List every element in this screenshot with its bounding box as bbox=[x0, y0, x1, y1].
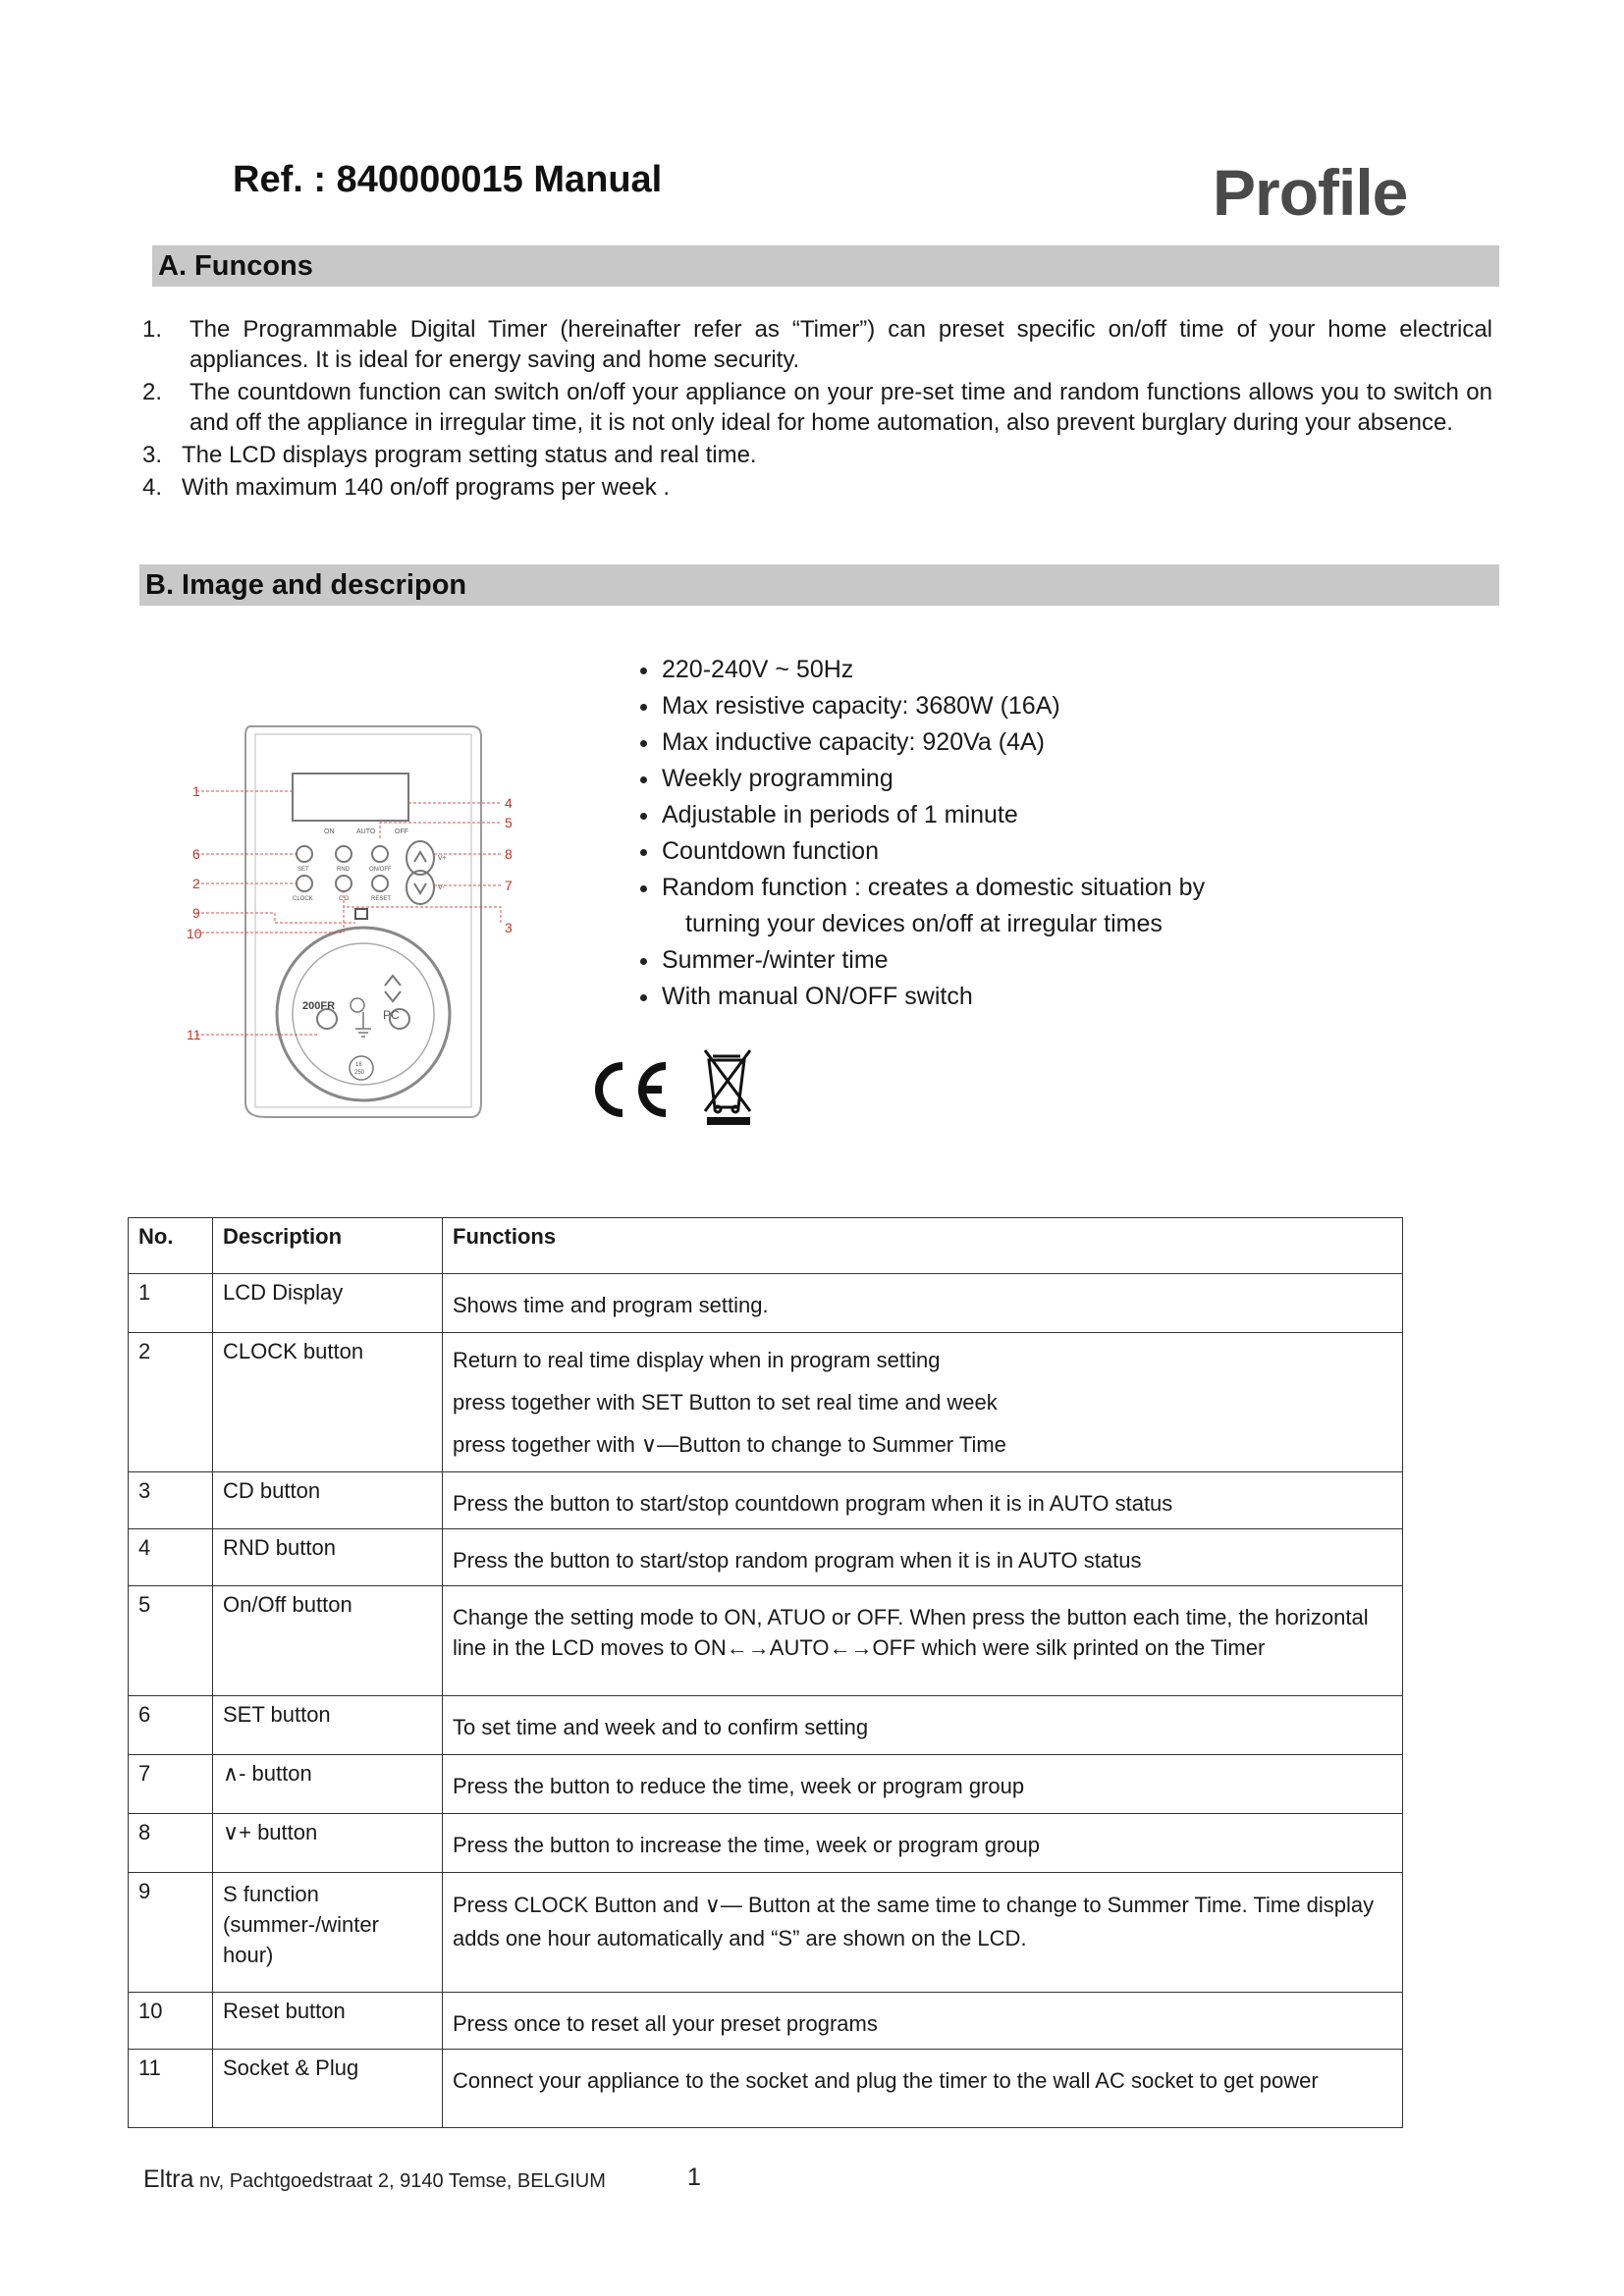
item-number: 3. bbox=[142, 442, 163, 468]
clock-label: CLOCK bbox=[293, 896, 313, 902]
cell-no: 8 bbox=[129, 1814, 213, 1873]
recycle-icon bbox=[385, 976, 401, 1001]
fn-line: Press once to reset all your preset programs bbox=[453, 2011, 878, 2036]
cell-desc: On/Off button bbox=[213, 1586, 443, 1696]
brand-logo: Profile bbox=[1213, 156, 1408, 229]
lcd-label-on: ON bbox=[324, 828, 335, 835]
rnd-button bbox=[336, 846, 352, 862]
socket-hole-left bbox=[317, 1009, 337, 1029]
footer-brand: Eltra bbox=[143, 2165, 194, 2193]
cell-no: 11 bbox=[129, 2050, 213, 2128]
list-item bbox=[142, 472, 1492, 503]
callout-9: 9 bbox=[192, 905, 200, 921]
ce-mark-icon bbox=[599, 1066, 666, 1113]
footer-address-text: nv, Pachtgoedstraat 2, 9140 Temse, BELGIUM bbox=[193, 2170, 606, 2192]
cell-fn bbox=[443, 2050, 1403, 2128]
fn-line: Change the setting mode to ON, ATUO or OFF. When press the button each time, the horizontal line in the LCD moves to ON←→AUTO←→OFF which were silk printed on the Timer bbox=[453, 1605, 1369, 1660]
rating-voltage-text: 250 bbox=[354, 1070, 365, 1076]
item-text: The LCD displays program setting status and real time. bbox=[182, 442, 757, 468]
item-number: 4. bbox=[142, 474, 163, 501]
cell-no: 9 bbox=[129, 1873, 213, 1993]
callout-3: 3 bbox=[505, 920, 513, 935]
table-header-row bbox=[129, 1218, 1403, 1274]
set-button bbox=[297, 846, 312, 862]
cell-no: 6 bbox=[129, 1696, 213, 1755]
section-b-heading: B. Image and descripon bbox=[139, 564, 1499, 606]
rnd-label: RND bbox=[337, 867, 350, 873]
list-item bbox=[142, 377, 1492, 438]
callout-6: 6 bbox=[192, 846, 200, 862]
cell-fn bbox=[443, 1755, 1403, 1814]
pc-text: PC bbox=[383, 1008, 400, 1022]
vplus-label: V+ bbox=[438, 855, 447, 862]
cell-no: 10 bbox=[129, 1993, 213, 2050]
cell-no: 7 bbox=[129, 1755, 213, 1814]
up-arrow-icon bbox=[414, 852, 426, 862]
callout-line-9 bbox=[196, 913, 355, 923]
cell-fn bbox=[443, 1586, 1403, 1696]
down-arrow-icon bbox=[414, 883, 426, 893]
col-header-no: No. bbox=[129, 1218, 213, 1274]
vminus-label: V- bbox=[438, 884, 445, 891]
item-number: 1. bbox=[142, 316, 163, 343]
section-a-heading: A. Funcons bbox=[152, 245, 1499, 287]
item-number: 2. bbox=[142, 379, 163, 405]
lcd-display bbox=[293, 774, 408, 821]
table-row bbox=[129, 1529, 1403, 1586]
table-row bbox=[129, 1696, 1403, 1755]
socket-indicator bbox=[351, 998, 364, 1012]
footer-address bbox=[143, 2165, 606, 2194]
page-number: 1 bbox=[687, 2163, 701, 2191]
reset-button bbox=[372, 876, 388, 891]
callout-7: 7 bbox=[505, 878, 513, 893]
functions-list bbox=[142, 314, 1492, 505]
onoff-label: ON/OFF bbox=[369, 867, 392, 873]
table-row bbox=[129, 1993, 1403, 2050]
down-button bbox=[406, 871, 434, 904]
cell-fn bbox=[443, 1274, 1403, 1333]
cell-desc: CLOCK button bbox=[213, 1333, 443, 1472]
cell-desc: CD button bbox=[213, 1472, 443, 1529]
list-item: Adjustable in periods of 1 minute bbox=[636, 797, 1205, 833]
cell-desc: Socket & Plug bbox=[213, 2050, 443, 2128]
cell-fn bbox=[443, 1529, 1403, 1586]
reset-label: RESET bbox=[371, 896, 392, 902]
list-item: Max resistive capacity: 3680W (16A) bbox=[636, 688, 1205, 724]
item-text: With maximum 140 on/off programs per week . bbox=[182, 474, 671, 501]
fn-line: Shows time and program setting. bbox=[453, 1293, 769, 1317]
col-header-functions: Functions bbox=[443, 1218, 1403, 1274]
clock-button bbox=[297, 876, 312, 891]
device-inner-outline bbox=[255, 734, 471, 1107]
timer-device-illustration bbox=[177, 715, 540, 1125]
cell-no: 5 bbox=[129, 1586, 213, 1696]
fn-line: press together with ∨—Button to change to Summer Time bbox=[453, 1432, 1006, 1457]
cd-label: C.D bbox=[339, 896, 350, 902]
page-title: Ref. : 840000015 Manual bbox=[233, 159, 663, 200]
cell-fn bbox=[443, 1814, 1403, 1873]
set-label: SET bbox=[298, 867, 309, 873]
cell-fn bbox=[443, 1333, 1403, 1472]
list-item: With manual ON/OFF switch bbox=[636, 979, 1205, 1015]
callout-line-10 bbox=[196, 891, 344, 933]
fn-line: Connect your appliance to the socket and plug the timer to the wall AC socket to get power bbox=[453, 2068, 1319, 2093]
table-row bbox=[129, 1814, 1403, 1873]
fn-line: To set time and week and to confirm setting bbox=[453, 1715, 869, 1739]
fn-line: Press CLOCK Button and ∨— Button at the same time to change to Summer Time. Time display adds one hour automatically and “S” are shown on the LCD. bbox=[453, 1893, 1375, 1950]
fn-line: Press the button to start/stop countdown program when it is in AUTO status bbox=[453, 1491, 1173, 1516]
cell-desc: SET button bbox=[213, 1696, 443, 1755]
device-body bbox=[245, 726, 481, 1117]
cell-fn bbox=[443, 1873, 1403, 1993]
rating-badge bbox=[350, 1056, 373, 1080]
list-item bbox=[142, 314, 1492, 375]
list-item: Countdown function bbox=[636, 833, 1205, 870]
fn-line: press together with SET Button to set real time and week bbox=[453, 1390, 998, 1415]
list-item: Summer-/winter time bbox=[636, 942, 1205, 979]
list-item-continuation: turning your devices on/off at irregular times bbox=[685, 910, 1163, 937]
lcd-label-auto: AUTO bbox=[356, 828, 376, 835]
callout-2: 2 bbox=[192, 876, 200, 891]
list-item: Weekly programming bbox=[636, 761, 1205, 797]
weee-bar bbox=[707, 1117, 750, 1125]
weee-bin-icon bbox=[705, 1050, 750, 1112]
lcd-label-off: OFF bbox=[395, 828, 408, 835]
cell-desc: S function (summer-/winter hour) bbox=[213, 1873, 443, 1993]
cell-no: 3 bbox=[129, 1472, 213, 1529]
cell-fn bbox=[443, 1472, 1403, 1529]
cell-desc: Reset button bbox=[213, 1993, 443, 2050]
fn-line: Press the button to increase the time, week or program group bbox=[453, 1833, 1040, 1857]
specs-list bbox=[636, 652, 1205, 1015]
cell-no: 4 bbox=[129, 1529, 213, 1586]
table-row bbox=[129, 1472, 1403, 1529]
s-switch bbox=[355, 909, 367, 919]
onoff-button bbox=[372, 846, 388, 862]
up-button bbox=[406, 841, 434, 875]
fn-line: Return to real time display when in program setting bbox=[453, 1348, 941, 1372]
earth-icon bbox=[355, 1012, 371, 1037]
functions-table bbox=[128, 1217, 1403, 2128]
cell-desc: ∨+ button bbox=[213, 1814, 443, 1873]
cell-desc: LCD Display bbox=[213, 1274, 443, 1333]
cell-desc: RND button bbox=[213, 1529, 443, 1586]
col-header-description: Description bbox=[213, 1218, 443, 1274]
table-row bbox=[129, 1586, 1403, 1696]
cell-fn bbox=[443, 1993, 1403, 2050]
socket-model-text: 200FR bbox=[302, 1000, 336, 1012]
cell-fn bbox=[443, 1696, 1403, 1755]
callout-4: 4 bbox=[505, 795, 513, 811]
callout-5: 5 bbox=[505, 815, 513, 830]
cell-desc: ∧- button bbox=[213, 1755, 443, 1814]
list-item: 220-240V ~ 50Hz bbox=[636, 652, 1205, 688]
cell-no: 1 bbox=[129, 1274, 213, 1333]
item-text: The countdown function can switch on/off your appliance on your pre-set time and random functions allows you to switch on and off the appliance in irregular time, it is not only ideal for home automation, also prevent burglary during your absence. bbox=[189, 379, 1492, 436]
fn-line: Press the button to start/stop random program when it is in AUTO status bbox=[453, 1548, 1142, 1573]
cell-no: 2 bbox=[129, 1333, 213, 1472]
callout-11: 11 bbox=[187, 1027, 201, 1042]
certification-marks bbox=[587, 1039, 764, 1127]
callout-1: 1 bbox=[192, 783, 200, 799]
callout-10: 10 bbox=[187, 926, 202, 941]
list-item: Max inductive capacity: 920Va (4A) bbox=[636, 724, 1205, 761]
cd-button bbox=[336, 876, 352, 891]
list-item: Random function : creates a domestic situation by bbox=[636, 870, 1205, 906]
table-row bbox=[129, 1333, 1403, 1472]
table-row bbox=[129, 1873, 1403, 1993]
rating-text: 16 bbox=[355, 1062, 362, 1068]
table-row bbox=[129, 2050, 1403, 2128]
item-text: The Programmable Digital Timer (hereinafter refer as “Timer”) can preset specific on/off time of your home electrical appliances. It is ideal for energy saving and home security. bbox=[189, 316, 1492, 373]
callout-8: 8 bbox=[505, 846, 513, 862]
list-item bbox=[142, 440, 1492, 470]
table-row bbox=[129, 1274, 1403, 1333]
fn-line: Press the button to reduce the time, week or program group bbox=[453, 1774, 1025, 1798]
table-row bbox=[129, 1755, 1403, 1814]
